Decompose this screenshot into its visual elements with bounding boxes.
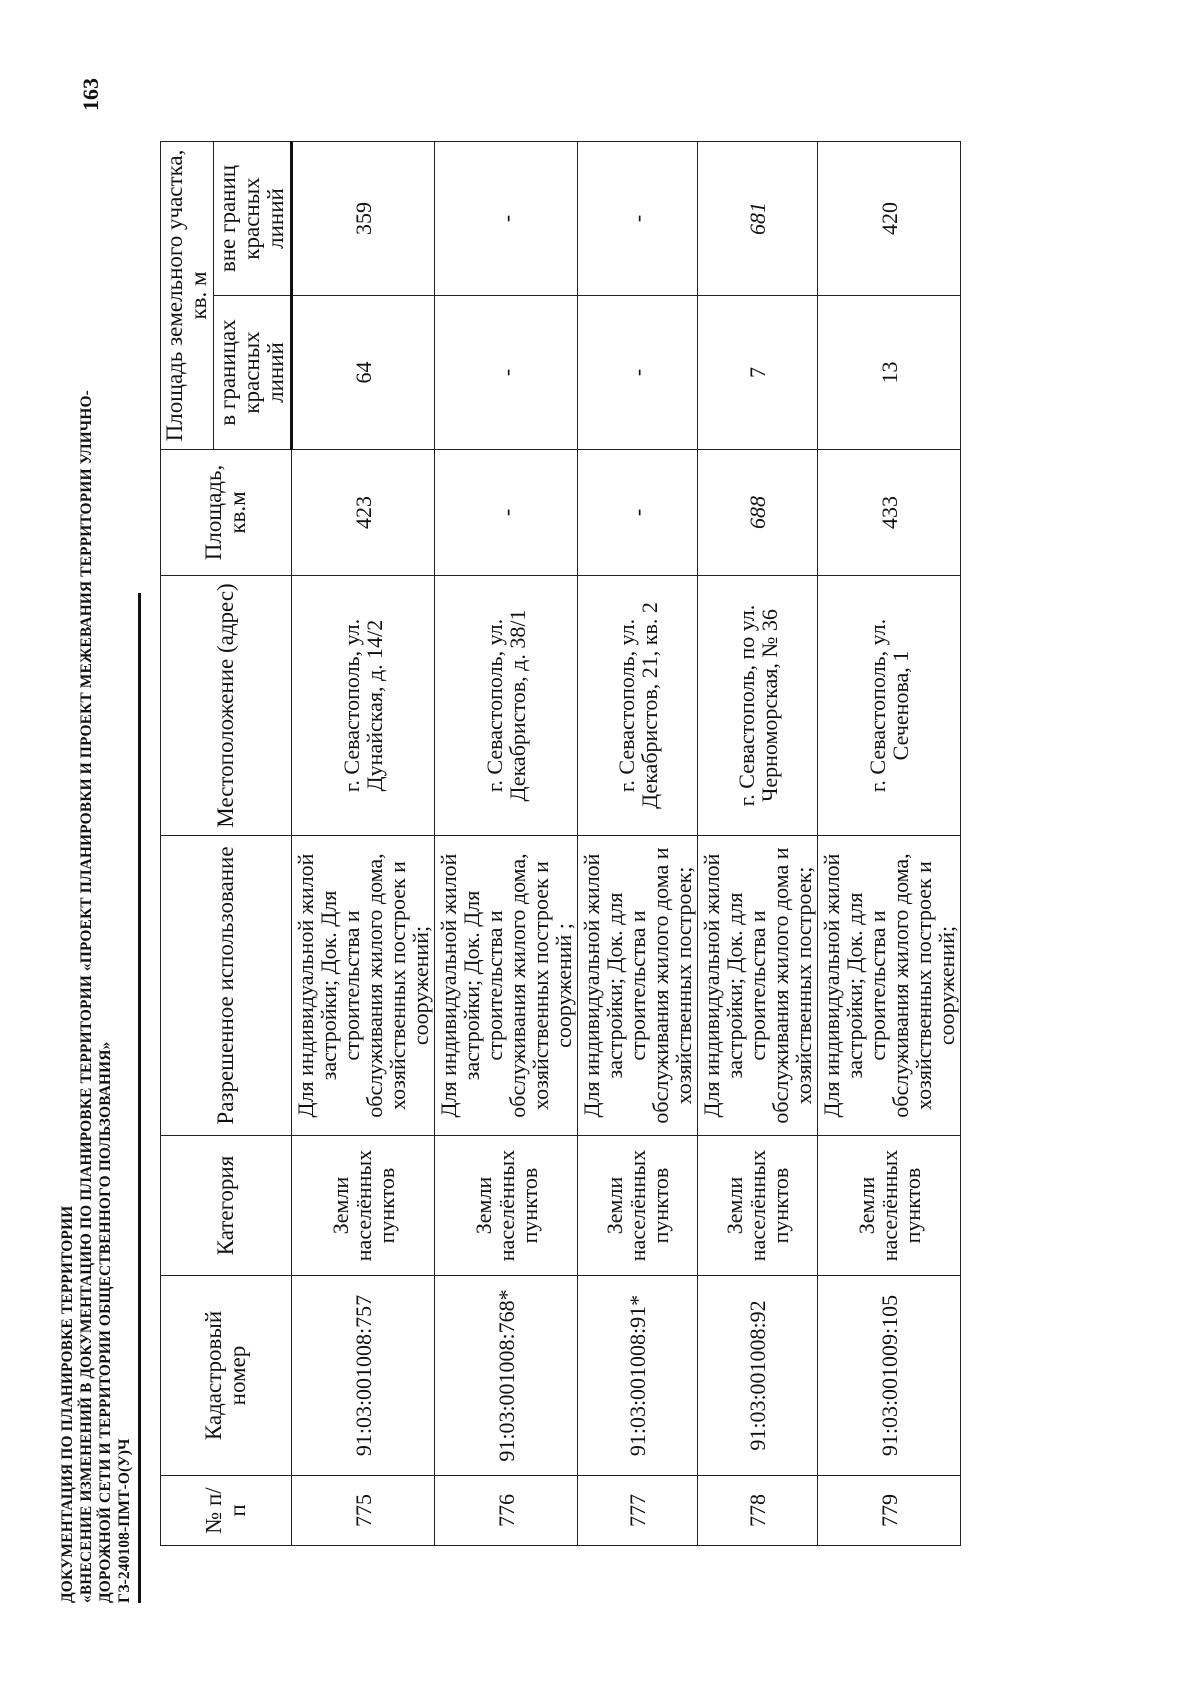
page-number: 163	[78, 78, 103, 111]
cell-outside: 420	[818, 142, 961, 296]
header-line-4: ГЗ-240108-ПМТ-О(У)Ч	[116, 1438, 133, 1603]
cell-area: -	[578, 450, 698, 576]
cell-area: 423	[292, 450, 435, 576]
cell-use: Для индивидуальной жилой застройки; Док. для строительства и обслуживания жилого дома, хозяйственных построек и сооружений;	[818, 836, 961, 1136]
cell-cadastral: 91:03:001008:91*	[578, 1276, 698, 1476]
cell-num: 778	[698, 1476, 818, 1546]
cell-cadastral: 91:03:001009:105	[818, 1276, 961, 1476]
cell-location: г. Севастополь, ул. Сеченова, 1	[818, 576, 961, 836]
cell-outside: 681	[698, 142, 818, 296]
col-header-location: Местоположение (адрес)	[161, 576, 292, 836]
cell-outside: -	[435, 142, 578, 296]
col-header-outside: вне границ красных линий	[214, 142, 292, 296]
cell-category: Земли населённых пунктов	[292, 1136, 435, 1276]
cell-location: г. Севастополь, ул. Декабристов, 21, кв. 2	[578, 576, 698, 836]
table-row	[435, 142, 578, 1546]
cell-num: 775	[292, 1476, 435, 1546]
cell-cadastral: 91:03:001008:768*	[435, 1276, 578, 1476]
col-header-plot-area: Площадь земельного участка, кв. м	[161, 142, 214, 450]
table-row	[818, 142, 961, 1546]
header-line-3: ДОРОЖНОЙ СЕТИ И ТЕРРИТОРИИ ОБЩЕСТВЕННОГО ПОЛЬЗОВАНИЯ»	[97, 1041, 114, 1603]
cell-location: г. Севастополь, по ул. Черноморская, № 36	[698, 576, 818, 836]
cell-category: Земли населённых пунктов	[698, 1136, 818, 1276]
col-header-use: Разрешенное использование	[161, 836, 292, 1136]
cell-inside: 64	[292, 296, 435, 450]
col-header-inside: в границах красных линий	[214, 296, 292, 450]
cell-num: 776	[435, 1476, 578, 1546]
header-line-2: «ВНЕСЕНИЕ ИЗМЕНЕНИЙ В ДОКУМЕНТАЦИЮ ПО ПЛАНИРОВКЕ ТЕРРИТОРИИ «ПРОЕКТ ПЛАНИРОВКИ И ПРОЕКТ МЕЖЕВАНИЯ ТЕРРИТОРИИ УЛИЧНО-	[78, 390, 95, 1603]
cell-outside: -	[578, 142, 698, 296]
cell-area: 688	[698, 450, 818, 576]
cell-use: Для индивидуальной жилой застройки; Док. для строительства и обслуживания жилого дома и хозяйственных построек;	[578, 836, 698, 1136]
cell-cadastral: 91:03:001008:92	[698, 1276, 818, 1476]
header-line-1: ДОКУМЕНТАЦИЯ ПО ПЛАНИРОВКЕ ТЕРРИТОРИИ	[59, 1205, 76, 1603]
land-plots-table	[160, 141, 961, 1546]
cell-cadastral: 91:03:001008:757	[292, 1276, 435, 1476]
cell-inside: -	[435, 296, 578, 450]
cell-inside: -	[578, 296, 698, 450]
cell-location: г. Севастополь, ул. Декабристов, д. 38/1	[435, 576, 578, 836]
col-header-area: Площадь, кв.м	[161, 450, 292, 576]
cell-use: Для индивидуальной жилой застройки; Док. Для строительства и обслуживания жилого дома, хозяйственных построек и сооружений ;	[435, 836, 578, 1136]
table-row	[698, 142, 818, 1546]
col-header-num: № п/п	[161, 1476, 292, 1546]
cell-location: г. Севастополь, ул. Дунайская, д. 14/2	[292, 576, 435, 836]
cell-inside: 7	[698, 296, 818, 450]
cell-use: Для индивидуальной жилой застройки; Док. Для строительства и обслуживания жилого дома, хозяйственных построек и сооружений;	[292, 836, 435, 1136]
header-divider	[138, 593, 141, 1603]
cell-category: Земли населённых пунктов	[435, 1136, 578, 1276]
cell-area: 433	[818, 450, 961, 576]
cell-area: -	[435, 450, 578, 576]
cell-use: Для индивидуальной жилой застройки; Док. для строительства и обслуживания жилого дома и хозяйственных построек;	[698, 836, 818, 1136]
table-row	[292, 142, 435, 1546]
cell-category: Земли населённых пунктов	[578, 1136, 698, 1276]
document-header	[58, 390, 134, 1603]
col-header-cadastral: Кадастровый номер	[161, 1276, 292, 1476]
cell-num: 779	[818, 1476, 961, 1546]
col-header-category: Категория	[161, 1136, 292, 1276]
table-row	[578, 142, 698, 1546]
cell-num: 777	[578, 1476, 698, 1546]
cell-inside: 13	[818, 296, 961, 450]
cell-category: Земли населённых пунктов	[818, 1136, 961, 1276]
cell-outside: 359	[292, 142, 435, 296]
